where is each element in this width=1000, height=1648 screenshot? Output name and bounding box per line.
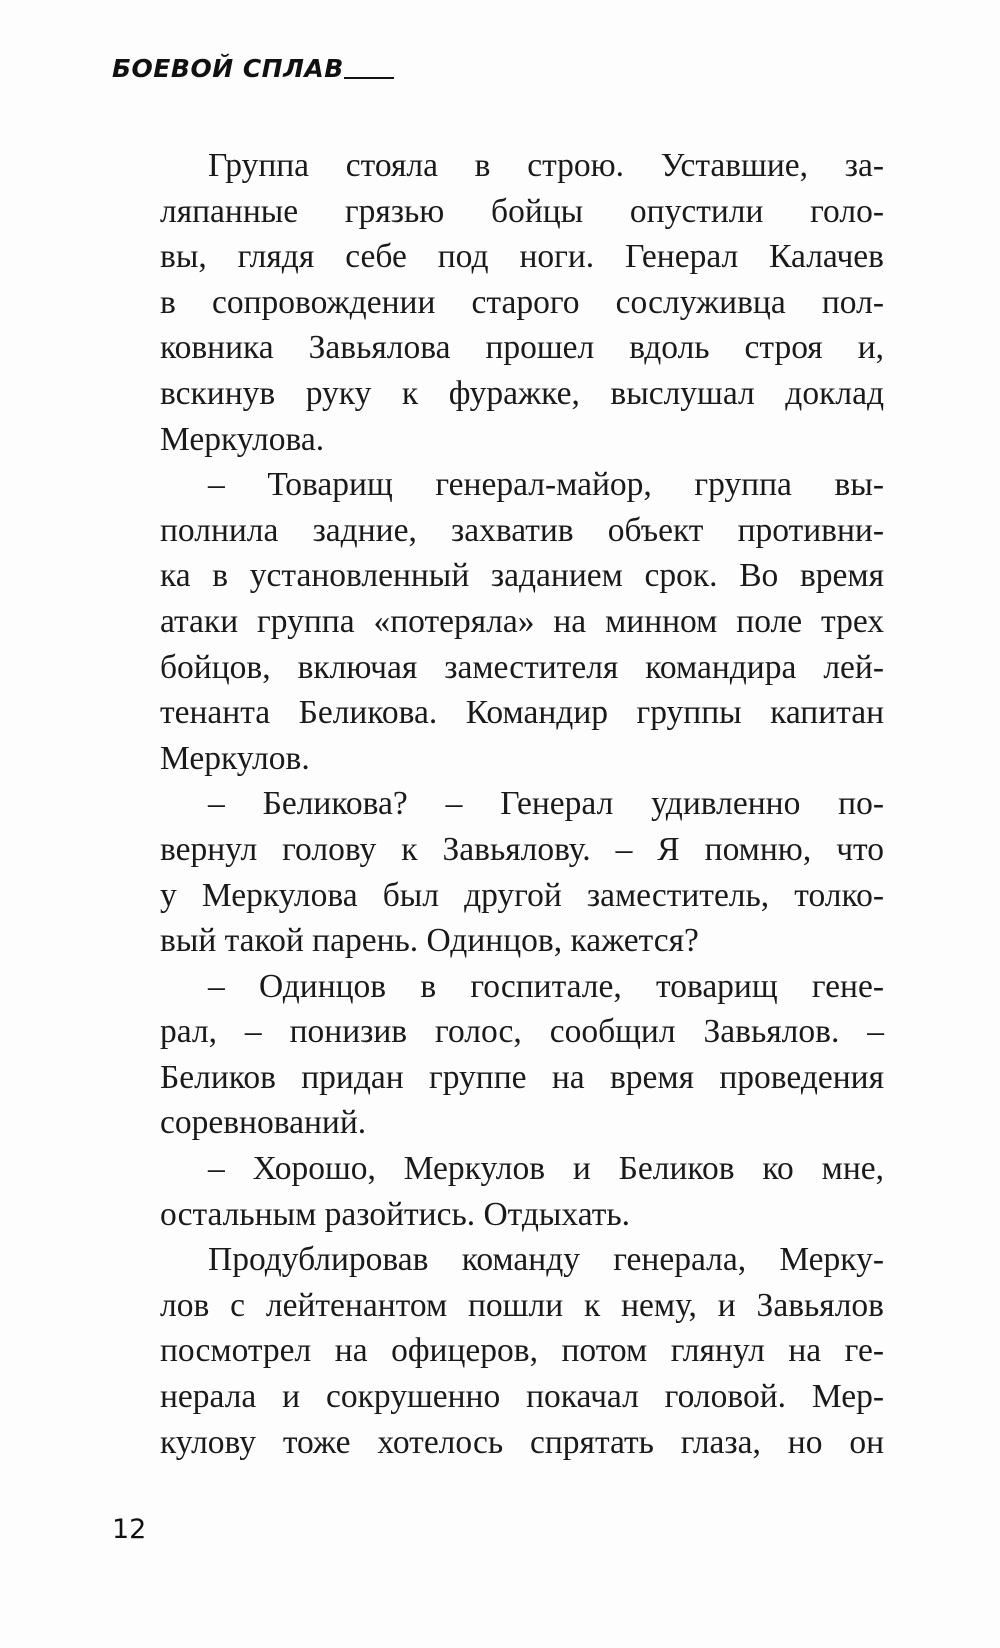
text-line: нерала и сокрушенно покачал головой. Мер- (160, 1378, 884, 1416)
running-head (112, 56, 394, 81)
page-number: 12 (112, 1514, 147, 1545)
paragraph-2 (112, 462, 884, 781)
text-line: рал, – понизив голос, сообщил Завьялов. – (160, 1013, 884, 1051)
paragraph-3 (112, 781, 884, 963)
text-line: ковника Завьялова прошел вдоль строя и, (160, 329, 884, 367)
paragraph-4 (112, 964, 884, 1146)
running-head-rule (344, 77, 394, 79)
text-line: атаки группа «потеряла» на минном поле трех (160, 602, 884, 640)
text-line: вый такой парень. Одинцов, кажется? (160, 922, 699, 960)
text-line: в сопровождении старого сослуживца пол- (160, 283, 884, 321)
text-line: – Одинцов в госпитале, товарищ гене- (208, 967, 884, 1005)
running-head-title: БОЕВОЙ СПЛАВ (112, 54, 344, 83)
text-line: вернул голову к Завьялову. – Я помню, что (160, 830, 884, 868)
text-line: Меркулова. (160, 420, 325, 458)
paragraph-6 (112, 1237, 884, 1465)
text-line: Меркулов. (160, 739, 310, 777)
paragraph-1 (112, 143, 884, 462)
text-line: вы, глядя себе под ноги. Генерал Калачев (160, 238, 884, 276)
text-line: полнила задние, захватив объект противни- (160, 511, 884, 549)
text-line: посмотрел на офицеров, потом глянул на ге- (160, 1332, 884, 1370)
text-line: лов с лейтенантом пошли к нему, и Завьялов (160, 1286, 884, 1324)
text-line: бойцов, включая заместителя командира лей- (160, 648, 884, 686)
body-text (112, 143, 884, 1465)
text-line: Беликов придан группе на время проведения (160, 1058, 884, 1096)
text-line: – Беликова? – Генерал удивленно по- (208, 785, 884, 823)
text-line: соревнований. (160, 1104, 367, 1142)
text-line: Группа стояла в строю. Уставшие, за- (208, 147, 884, 184)
text-line: кулову тоже хотелось спрятать глаза, но он (160, 1423, 884, 1461)
text-line: ка в установленный заданием срок. Во время (160, 557, 884, 595)
text-line: у Меркулова был другой заместитель, толко- (160, 876, 884, 914)
text-line: – Хорошо, Меркулов и Беликов ко мне, (208, 1150, 884, 1188)
text-line: тенанта Беликова. Командир группы капитан (160, 694, 884, 732)
text-line: остальным разойтись. Отдыхать. (160, 1195, 631, 1233)
paragraph-5 (112, 1146, 884, 1237)
text-line: ляпанные грязью бойцы опустили голо- (160, 192, 884, 230)
text-line: вскинув руку к фуражке, выслушал доклад (160, 374, 884, 412)
text-line: Продублировав команду генерала, Мерку- (208, 1241, 884, 1279)
text-line: – Товарищ генерал-майор, группа вы- (208, 466, 884, 504)
